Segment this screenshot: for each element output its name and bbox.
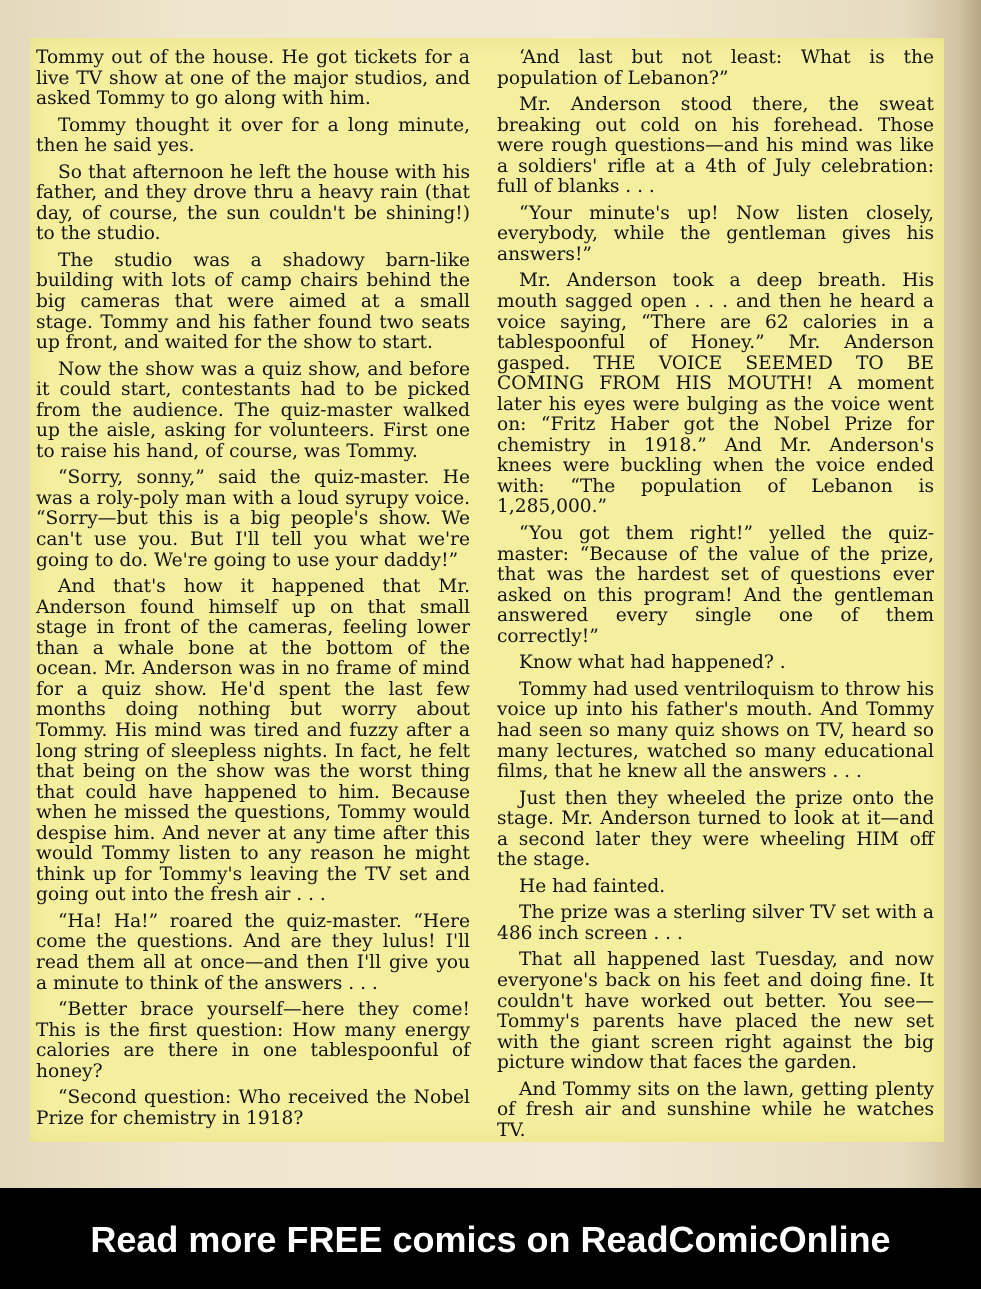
story-paragraph: He had fainted. bbox=[519, 875, 666, 897]
story-paragraph: ‘And last but not least: What is the population of Lebanon?” bbox=[497, 47, 934, 89]
promo-banner-text[interactable]: Read more FREE comics on ReadComicOnline bbox=[90, 1219, 891, 1260]
story-paragraph: Mr. Anderson took a deep breath. His mouth sagged open . . . and then he heard a voice saying, “There are 62 calories in a tablespoonful of Honey.” Mr. Anderson gasped. THE VOICE SEEMED TO BE COMING FROM HIS MOUTH! A moment later his eyes were bulging as the voice went on: “Fritz Haber got the Nobel Prize for chemistry in 1918.” And Mr. Anderson's knees were buckling when the voice ended with: “The population of Lebanon is 1,285,000.” bbox=[497, 270, 934, 518]
story-paragraph: That all happened last Tuesday, and now everyone's back on his feet and doing fine. It couldn't have worked out better. You see—Tommy's parents have placed the new set with the giant screen right against the big picture window that faces the garden. bbox=[497, 949, 934, 1074]
story-paragraph: Tommy out of the house. He got tickets for a live TV show at one of the major studios, and asked Tommy to go along with him. bbox=[36, 47, 470, 110]
page-spine-shadow bbox=[959, 0, 981, 1188]
story-paragraph: Tommy had used ventriloquism to throw his voice up into his father's mouth. And Tommy had seen so many quiz shows on TV, heard so many lectures, watched so many educational films, that he knew all the answers . . . bbox=[497, 678, 934, 783]
story-paragraph: So that afternoon he left the house with his father, and they drove thru a heavy rain (that day, of course, the sun couldn't be shining!) to the studio. bbox=[36, 161, 470, 245]
story-paragraph: “Better brace yourself—here they come! This is the first question: How many energy calories are there in one tablespoonful of honey? bbox=[36, 999, 470, 1082]
story-paragraph: Mr. Anderson stood there, the sweat breaking out cold on his forehead. Those were rough questions—and his mind was like a soldiers' rifle at a 4th of July celebration: full of blanks . . . bbox=[497, 94, 934, 198]
story-paragraph: And Tommy sits on the lawn, getting plenty of fresh air and sunshine while he watches TV. bbox=[497, 1078, 934, 1141]
story-paragraph: “Ha! Ha!” roared the quiz-master. “Here come the questions. And are they lulus! I'll read them all at once—and then I'll give you a minute to think of the answers . . . bbox=[36, 910, 470, 994]
story-column-left bbox=[36, 48, 470, 1135]
story-paragraph: And that's how it happened that Mr. Anderson found himself up on that small stage in front of the cameras, feeling lower than a whale bone at the bottom of the ocean. Mr. Anderson was in no frame of mind for a quiz show. He'd spent the last few months doing nothing but worry about Tommy. His mind was tired and fuzzy after a long string of sleepless nights. In fact, he felt that being on the show was the worst thing that could have happened to him. Because when he missed the questions, Tommy would despise him. And never at any time after this would Tommy listen to any reason he might think up for Tommy's leaving the TV set and going out into the fresh air . . . bbox=[36, 576, 470, 906]
story-paragraph: Tommy thought it over for a long minute, then he said yes. bbox=[36, 114, 470, 157]
story-paragraph: Know what had happened? . bbox=[519, 652, 786, 674]
story-column-right bbox=[497, 48, 934, 1147]
story-paragraph: “Your minute's up! Now listen closely, everybody, while the gentleman gives his answers!” bbox=[497, 202, 934, 265]
story-paragraph: Now the show was a quiz show, and before it could start, contestants had to be picked from the audience. The quiz-master walked up the aisle, asking for volunteers. First one to raise his hand, of course, was Tommy. bbox=[36, 358, 470, 462]
story-paragraph: “Sorry, sonny,” said the quiz-master. He was a roly-poly man with a loud syrupy voice. “Sorry—but this is a big people's show. We can't use you. But I'll tell you what we're going to do. We're going to use your daddy!” bbox=[36, 467, 470, 571]
story-paragraph: The prize was a sterling silver TV set with a 486 inch screen . . . bbox=[497, 902, 934, 944]
story-paragraph: The studio was a shadowy barn-like building with lots of camp chairs behind the big cameras that were aimed at a small stage. Tommy and his father found two seats up front, and waited for the show to start. bbox=[36, 249, 470, 354]
story-paragraph: “You got them right!” yelled the quiz-master: “Because of the value of the prize, that was the hardest set of questions ever asked on this program! And the gentleman answered every single one of them correctly!” bbox=[497, 523, 934, 647]
story-paragraph: “Second question: Who received the Nobel Prize for chemistry in 1918? bbox=[36, 1087, 470, 1129]
story-paragraph: Just then they wheeled the prize onto the stage. Mr. Anderson turned to look at it—and a second later they were wheeling HIM off the stage. bbox=[497, 787, 934, 871]
